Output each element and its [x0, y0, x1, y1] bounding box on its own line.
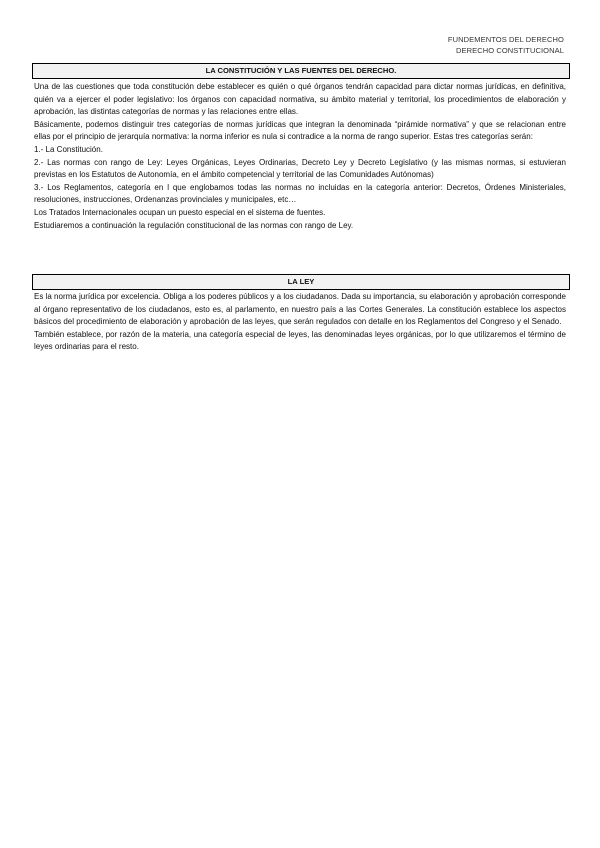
paragraph: Una de las cuestiones que toda constitución debe establecer es quién o qué órganos tendrán capacidad para dictar normas jurídicas, en definitiva, quién va a ejercer el poder legislativo: los órganos con capacidad normativa, su ámbito material y territorial, los procedimientos de elaboración y aprobación, las distintas categorías de normas y las relaciones entre ellas. [34, 82, 566, 117]
list-item: 2.- Las normas con rango de Ley: Leyes Orgánicas, Leyes Ordinarias, Decreto Ley y Decreto Legislativo (y las mismas normas, si estuvieran previstas en los Estatutos de Autonomía, en el ámbito competencial y territorial de las Comunidades Autónomas) [34, 157, 566, 180]
section-body-ley [34, 291, 566, 354]
list-item: 3.- Los Reglamentos, categoría en l que englobamos todas las normas no incluidas en la categoría anterior: Decretos, Órdenes Ministeriales, resoluciones, instrucciones, Ordenanzas provinciales y municipales, etc… [34, 182, 566, 205]
section-title-constitucion: LA CONSTITUCIÓN Y LAS FUENTES DEL DERECHO. [32, 63, 570, 79]
paragraph: Básicamente, podemos distinguir tres categorías de normas jurídicas que integran la denominada “pirámide normativa” y que se relacionan entre ellas por el principio de jerarquía normativa: la norma inferior es nula si contradice a la norma de rango superior. Estas tres categorías serán: [34, 119, 566, 142]
section-body-constitucion [34, 81, 566, 232]
section-title-ley: LA LEY [32, 274, 570, 290]
paragraph: Los Tratados Internacionales ocupan un puesto especial en el sistema de fuentes. [34, 207, 326, 217]
running-header [448, 34, 564, 56]
header-subject: FUNDEMENTOS DEL DERECHO [447, 35, 564, 44]
paragraph: Es la norma jurídica por excelencia. Obliga a los poderes públicos y a los ciudadanos. Dada su importancia, su elaboración y aprobación corresponde al órgano representativo de los ciudadanos, esto es, al parlamento, en nuestro país a las Cortes Generales. La constitución establece los aspectos básicos del procedimiento de elaboración y aprobación de las leyes, que serán regulados con detalle en los Reglamentos del Congreso y el Senado. [34, 292, 566, 327]
list-item: 1.- La Constitución. [34, 144, 103, 154]
header-topic: DERECHO CONSTITUCIONAL [455, 46, 564, 55]
paragraph: También establece, por razón de la materia, una categoría especial de leyes, las denominadas leyes orgánicas, por lo que utilizaremos el término de leyes ordinarias para el resto. [34, 329, 566, 352]
paragraph: Estudiaremos a continuación la regulación constitucional de las normas con rango de Ley. [34, 220, 354, 230]
